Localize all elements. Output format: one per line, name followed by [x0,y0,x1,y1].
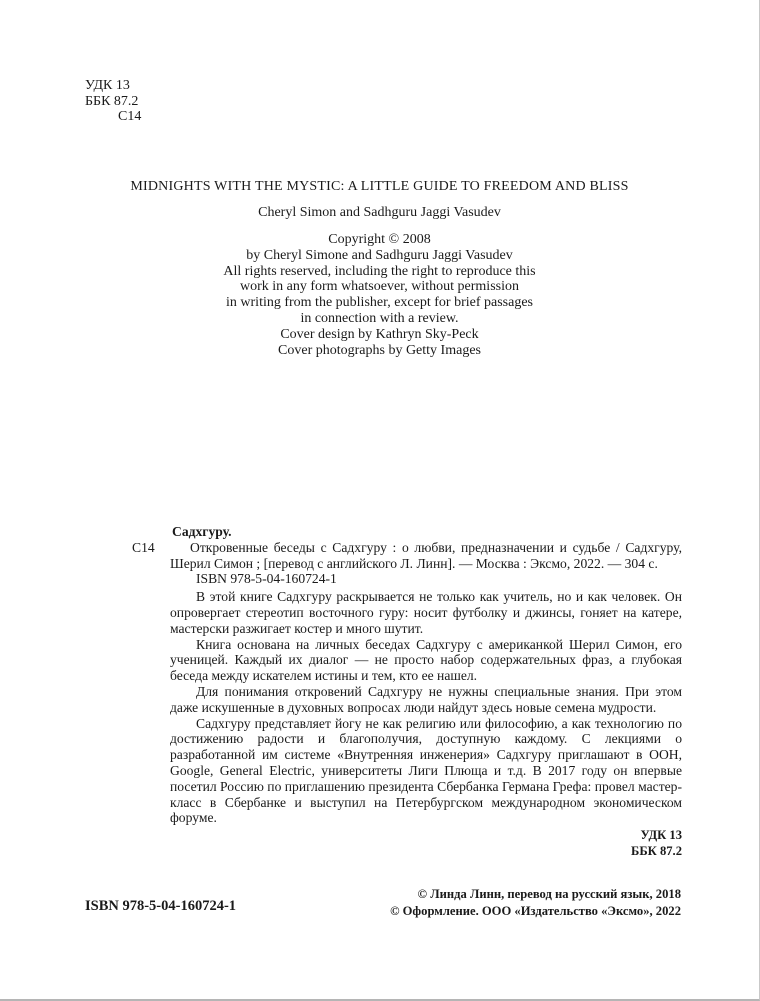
original-edition-block [0,179,759,358]
annotation-paragraph: Для понимания откровений Садхгуру не нужны специальные знания. При этом даже искушенные в духовных вопросах люди найдут здесь новые семена мудрости. [170,683,682,715]
copyright-line: Cover design by Kathryn Sky-Peck [280,326,479,342]
annotation-paragraph: Книга основана на личных беседах Садхгуру с американкой Шерил Симон, его ученицей. Каждый их диалог — не просто набор содержательных фраз, а глубокая беседа между искателем истины и тем, кто ее нашел. [170,636,682,684]
original-copyright-block [0,232,759,358]
bbk-code-right: ББК 87.2 [631,843,682,858]
classification-right-block [170,828,682,859]
classification-block [85,78,141,125]
footer-copyright-line: © Линда Линн, перевод на русский язык, 2018 [417,887,681,901]
udk-code-right: УДК 13 [640,828,682,843]
catalog-card-code: С14 [132,539,155,555]
original-title: MIDNIGHTS WITH THE MYSTIC: A LITTLE GUIDE TO FREEDOM AND BLISS [130,179,629,194]
copyright-line: by Cheryl Simone and Sadhguru Jaggi Vasudev [246,247,513,263]
catalog-card-block [132,524,682,859]
annotation-paragraph: Садхгуру представляет йогу не как религию или философию, а как технологию по достижению радости и благополучия, доступную каждому. С лекциями о разработанной им системе «Внутренняя инженерия» Садхгуру приглашают в ООН, Google, General Electric, университеты Лиги Плюща и т.д. В 2017 году он впервые посетил Россию по приглашению президента Сбербанка Германа Грефа: провел мастер-класс в Сбербанке и выступил на Петербургском международном экономическом форуме. [170,715,682,826]
catalog-card [132,524,682,587]
original-authors: Cheryl Simon and Sadhguru Jaggi Vasudev [258,205,501,220]
copyright-line: in writing from the publisher, except for brief passages [226,295,533,311]
catalog-isbn: ISBN 978-5-04-160724-1 [196,571,337,587]
bbk-code: ББК 87.2 [85,93,139,109]
catalog-description: Откровенные беседы с Садхгуру : о любви, предназначении и судьбе / Садхгуру, Шерил Симон ; [перевод с английского Л. Линн]. — Москва : Эксмо, 2022. — 304 с. [170,539,682,571]
copyright-line: in connection with a review. [300,310,459,326]
copyright-line: Cover photographs by Getty Images [278,342,481,358]
footer-copyright-block [390,886,681,920]
footer-copyright-line: © Оформление. ООО «Издательство «Эксмо», 2022 [390,904,681,918]
author-sign-code: С14 [118,109,142,124]
copyright-line: work in any form whatsoever, without permission [239,279,519,295]
copyright-line: All rights reserved, including the right to reproduce this [223,263,536,279]
annotation-block [170,589,682,826]
copyright-line: Copyright © 2008 [328,232,431,247]
catalog-author-heading: Садхгуру. [172,524,232,539]
footer-isbn: ISBN 978-5-04-160724-1 [85,898,237,914]
udk-code: УДК 13 [85,78,130,93]
annotation-paragraph: В этой книге Садхгуру раскрывается не только как учитель, но и как человек. Он опровергает стереотип восточного гуру: носит футболку и джинсы, гоняет на катере, мастерски разжигает костер и много шутит. [170,589,682,636]
